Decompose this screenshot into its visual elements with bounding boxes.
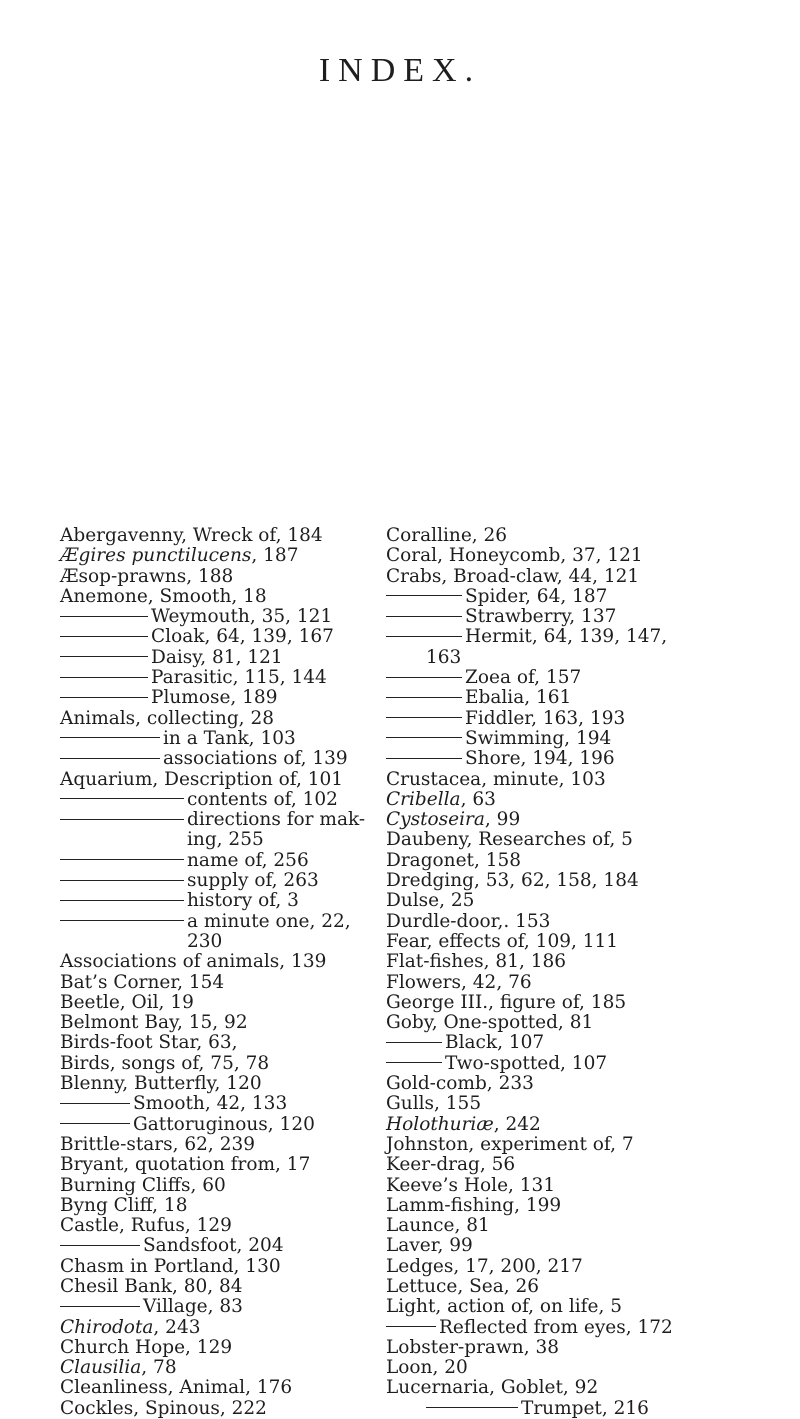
entry-text: Gattoruginous, 120 — [133, 1113, 315, 1135]
italic-term: Cystoseira — [386, 809, 485, 831]
entry-text: Ebalia, 161 — [465, 687, 572, 709]
ditto-dash — [60, 758, 160, 759]
entry-text: Bryant, quotation from, 17 — [60, 1154, 311, 1176]
entry-text: Cleanliness, Animal, 176 — [60, 1377, 293, 1399]
entry-pages: , 242 — [493, 1113, 541, 1135]
index-entry — [60, 1054, 360, 1074]
index-entry — [60, 1216, 360, 1236]
entry-text: Swimming, 194 — [465, 727, 612, 749]
index-entry — [60, 749, 360, 769]
entry-text: Durdle-door,. 153 — [386, 910, 551, 932]
index-entry — [60, 546, 360, 566]
index-entry — [386, 790, 800, 810]
entry-text: Coralline, 26 — [386, 525, 508, 546]
entry-text: Beetle, Oil, 19 — [60, 991, 194, 1013]
index-entry — [386, 1115, 800, 1135]
entry-text: Two-spotted, 107 — [445, 1052, 608, 1074]
index-entry — [386, 932, 800, 952]
index-entry — [386, 1358, 800, 1378]
index-entry — [60, 993, 360, 1013]
ditto-dash — [386, 737, 462, 738]
entry-text: Church Hope, 129 — [60, 1336, 233, 1358]
ditto-dash — [60, 1123, 130, 1124]
italic-term: Ægires punctilucens — [60, 545, 252, 567]
index-entry — [60, 1378, 360, 1398]
index-entry — [60, 648, 360, 668]
ditto-dash — [386, 636, 462, 637]
entry-text: Black, 107 — [445, 1032, 545, 1054]
entry-text: Smooth, 42, 133 — [133, 1093, 288, 1115]
ditto-dash — [60, 1306, 140, 1307]
index-entry — [60, 627, 360, 647]
index-entry — [60, 1074, 360, 1094]
index-entry — [60, 770, 360, 790]
index-entry — [60, 790, 360, 810]
index-entry — [60, 1135, 360, 1155]
entry-text: Crabs, Broad-claw, 44, 121 — [386, 565, 640, 587]
index-entry — [386, 952, 800, 972]
entry-text: directions for mak- — [187, 809, 366, 831]
entry-text: Trumpet, 216 — [521, 1397, 649, 1419]
index-entry — [60, 1318, 360, 1338]
ditto-dash — [60, 1245, 140, 1246]
entry-pages: , 63 — [460, 788, 496, 810]
ditto-dash — [386, 1326, 436, 1327]
entry-text: Laver, 99 — [386, 1235, 473, 1257]
ditto-dash — [60, 859, 184, 860]
index-entry — [386, 770, 800, 790]
entry-text: Hermit, 64, 139, 147, — [465, 626, 668, 648]
ditto-dash — [60, 737, 160, 738]
entry-text: Shore, 194, 196 — [465, 748, 615, 770]
entry-text: associations of, 139 — [163, 748, 348, 770]
index-entry — [60, 871, 360, 891]
entry-text: Goby, One-spotted, 81 — [386, 1012, 594, 1034]
entry-text: Lamm-fishing, 199 — [386, 1194, 562, 1216]
entry-text: in a Tank, 103 — [163, 727, 296, 749]
entry-text: Loon, 20 — [386, 1357, 468, 1379]
entry-text: Gold-comb, 233 — [386, 1073, 534, 1095]
entry-text: Strawberry, 137 — [465, 606, 617, 628]
entry-text: name of, 256 — [187, 849, 309, 871]
index-entry — [386, 546, 800, 566]
index-entry — [386, 1297, 800, 1317]
index-entry — [60, 1399, 360, 1419]
index-entry — [386, 1338, 800, 1358]
entry-text: Ledges, 17, 200, 217 — [386, 1255, 583, 1277]
entry-text: history of, 3 — [187, 890, 299, 912]
index-entry — [60, 973, 360, 993]
entry-text: Fear, effects of, 109, 111 — [386, 930, 619, 952]
entry-text: Castle, Rufus, 129 — [60, 1215, 232, 1237]
ditto-dash — [60, 616, 148, 617]
page-title: INDEX. — [318, 52, 482, 89]
index-entry — [386, 709, 800, 729]
index-entry — [60, 587, 360, 607]
entry-text: Light, action of, on life, 5 — [386, 1296, 623, 1318]
entry-text: Dredging, 53, 62, 158, 184 — [386, 870, 639, 892]
ditto-dash — [60, 880, 184, 881]
index-entry — [386, 1033, 800, 1053]
entry-pages: , 243 — [153, 1316, 201, 1338]
entry-text: a minute one, 22, — [187, 910, 351, 932]
ditto-dash — [60, 1103, 130, 1104]
entry-text: Weymouth, 35, 121 — [151, 606, 333, 628]
entry-text: Reflected from eyes, 172 — [439, 1316, 673, 1338]
index-entry — [60, 809, 366, 831]
index-entry — [386, 1236, 800, 1256]
ditto-dash — [386, 1062, 442, 1063]
index-entry — [60, 851, 360, 871]
index-entry — [60, 567, 360, 587]
index-entry — [60, 709, 360, 729]
index-entry — [386, 1013, 800, 1033]
entry-text: Aquarium, Description of, 101 — [60, 768, 344, 790]
index-entry — [386, 993, 800, 1013]
index-entry — [386, 648, 800, 668]
entry-text: Crustacea, minute, 103 — [386, 768, 606, 790]
index-entry — [386, 851, 800, 871]
entry-text: Flat-fishes, 81, 186 — [386, 951, 567, 973]
ditto-dash — [60, 677, 148, 678]
entry-text: Cockles, Spinous, 222 — [60, 1397, 267, 1419]
entry-pages: , 78 — [141, 1357, 177, 1379]
entry-text: Chesil Bank, 80, 84 — [60, 1275, 243, 1297]
ditto-dash — [60, 900, 184, 901]
ditto-dash — [386, 717, 462, 718]
index-entry — [60, 729, 360, 749]
ditto-dash — [426, 1407, 518, 1408]
entry-text: Daisy, 81, 121 — [151, 646, 283, 668]
entry-text: Spider, 64, 187 — [465, 585, 608, 607]
entry-text: Brittle-stars, 62, 239 — [60, 1133, 256, 1155]
index-entry — [386, 607, 800, 627]
entry-text: Coral, Honeycomb, 37, 121 — [386, 545, 643, 567]
entry-text: Belmont Bay, 15, 92 — [60, 1012, 248, 1034]
index-entry — [60, 1338, 360, 1358]
entry-text: 163 — [426, 646, 462, 668]
italic-term: Cribella — [386, 788, 461, 810]
index-entry — [60, 912, 360, 932]
entry-text: Zoea of, 157 — [465, 667, 582, 689]
entry-text: Animals, collecting, 28 — [60, 707, 274, 729]
entry-pages: , 99 — [484, 809, 521, 831]
entry-text: Flowers, 42, 76 — [386, 971, 532, 993]
ditto-dash — [60, 798, 184, 799]
ditto-dash — [386, 1042, 442, 1043]
index-entry — [60, 526, 360, 546]
index-entry — [386, 912, 800, 932]
index-entry — [60, 1033, 360, 1053]
index-entry — [386, 1216, 800, 1236]
entry-text: Keeve’s Hole, 131 — [386, 1174, 556, 1196]
ditto-dash — [60, 920, 184, 921]
index-entry — [386, 871, 800, 891]
entry-text: Dragonet, 158 — [386, 849, 522, 871]
entry-text: supply of, 263 — [187, 870, 319, 892]
index-column-right — [386, 526, 800, 1419]
italic-term: Chirodota — [60, 1316, 154, 1338]
index-entry — [60, 932, 360, 952]
ditto-dash — [386, 595, 462, 596]
ditto-dash — [386, 616, 462, 617]
index-entry — [386, 973, 800, 993]
entry-text: Anemone, Smooth, 18 — [60, 585, 267, 607]
entry-text: Associations of animals, 139 — [60, 951, 327, 973]
index-entry — [60, 1013, 360, 1033]
index-entry — [60, 607, 360, 627]
entry-text: Parasitic, 115, 144 — [151, 667, 327, 689]
index-entry — [60, 688, 360, 708]
ditto-dash — [386, 758, 462, 759]
entry-text: Burning Cliffs, 60 — [60, 1174, 226, 1196]
index-entry — [60, 891, 360, 911]
entry-text: Dulse, 25 — [386, 890, 475, 912]
index-entry — [60, 1094, 360, 1114]
entry-text: Birds-foot Star, 63, — [60, 1032, 238, 1054]
index-entry — [386, 1378, 800, 1398]
italic-term: Clausilia — [60, 1357, 142, 1379]
entry-text: contents of, 102 — [187, 788, 338, 810]
entry-text: Chasm in Portland, 130 — [60, 1255, 281, 1277]
index-entry — [386, 1318, 800, 1338]
entry-text: Cloak, 64, 139, 167 — [151, 626, 334, 648]
index-entry — [60, 668, 360, 688]
entry-text: Lobster-prawn, 38 — [386, 1336, 560, 1358]
index-entry — [386, 1176, 800, 1196]
index-entry — [386, 1277, 800, 1297]
index-entry — [60, 952, 360, 972]
index-entry — [60, 1236, 360, 1256]
index-entry — [60, 1277, 360, 1297]
index-entry — [60, 1297, 360, 1317]
index-entry — [386, 1054, 800, 1074]
index-entry — [386, 668, 800, 688]
entry-text: Gulls, 155 — [386, 1093, 482, 1115]
index-entry — [386, 810, 800, 830]
index-entry — [60, 1176, 360, 1196]
entry-text: 230 — [187, 930, 223, 952]
entry-text: Sandsfoot, 204 — [143, 1235, 284, 1257]
ditto-dash — [60, 636, 148, 637]
index-entry — [386, 587, 800, 607]
index-entry — [386, 729, 800, 749]
ditto-dash — [386, 697, 462, 698]
entry-text: George III., figure of, 185 — [386, 991, 627, 1013]
ditto-dash — [60, 697, 148, 698]
entry-text: Byng Cliff, 18 — [60, 1194, 188, 1216]
ditto-dash — [386, 677, 462, 678]
entry-text: Johnston, experiment of, 7 — [386, 1133, 634, 1155]
index-entry — [386, 526, 800, 546]
index-entry — [60, 1155, 360, 1175]
index-entry — [386, 627, 800, 647]
index-entry — [60, 1257, 360, 1277]
entry-text: Keer-drag, 56 — [386, 1154, 516, 1176]
entry-text: ing, 255 — [187, 829, 264, 851]
index-entry — [386, 1196, 800, 1216]
index-entry — [386, 749, 800, 769]
index-entry — [60, 1196, 360, 1216]
index-entry — [60, 1115, 360, 1135]
ditto-dash — [60, 819, 184, 820]
index-entry — [60, 830, 360, 850]
entry-text: Æsop-prawns, 188 — [60, 565, 234, 587]
entry-text: Lucernaria, Goblet, 92 — [386, 1377, 599, 1399]
index-entry — [386, 1074, 800, 1094]
entry-text: Launce, 81 — [386, 1215, 490, 1237]
entry-text: Birds, songs of, 75, 78 — [60, 1052, 270, 1074]
index-entry — [386, 1155, 800, 1175]
index-column-left — [60, 525, 366, 1419]
entry-text: Fiddler, 163, 193 — [465, 707, 626, 729]
entry-text: Bat’s Corner, 154 — [60, 971, 225, 993]
italic-term: Holothuriæ — [386, 1113, 494, 1135]
index-entry — [386, 1399, 800, 1419]
entry-text: Daubeny, Researches of, 5 — [386, 829, 633, 851]
index-entry — [386, 891, 800, 911]
entry-text: Abergavenny, Wreck of, 184 — [60, 525, 323, 546]
entry-text: Blenny, Butterfly, 120 — [60, 1073, 262, 1095]
index-entry — [386, 1135, 800, 1155]
ditto-dash — [60, 656, 148, 657]
index-entry — [60, 1358, 360, 1378]
entry-pages: , 187 — [251, 545, 299, 567]
entry-text: Plumose, 189 — [151, 687, 278, 709]
index-entry — [386, 1094, 800, 1114]
entry-text: Village, 83 — [143, 1296, 243, 1318]
index-entry — [386, 830, 800, 850]
index-entry — [386, 567, 800, 587]
index-entry — [386, 688, 800, 708]
index-entry — [386, 1257, 800, 1277]
entry-text: Lettuce, Sea, 26 — [386, 1275, 540, 1297]
